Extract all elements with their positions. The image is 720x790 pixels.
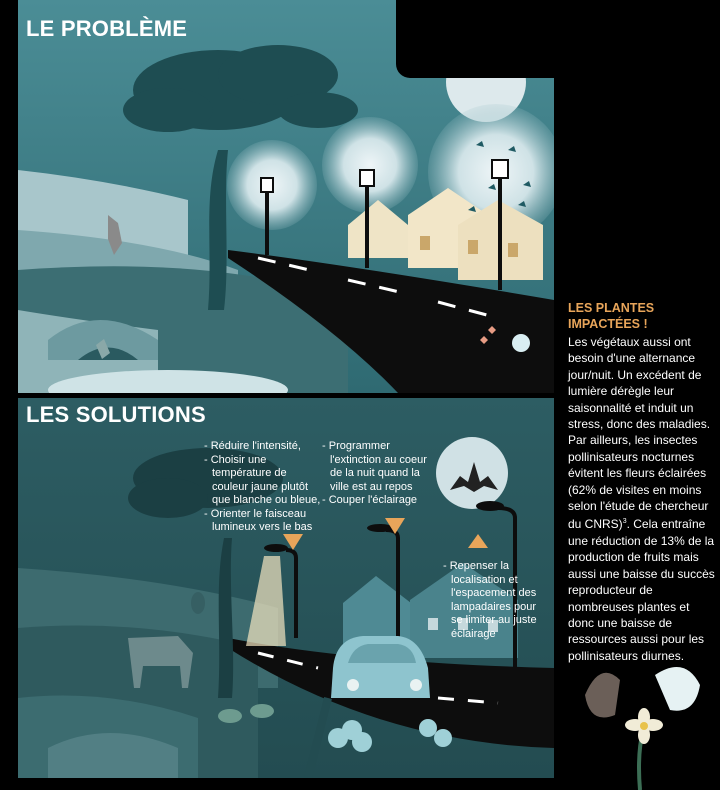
solutions-panel: [18, 398, 554, 778]
plants-sidebar: [568, 300, 718, 664]
solution-list-middle: [322, 440, 432, 508]
owl: [191, 592, 205, 614]
moth-icon: [585, 673, 620, 718]
light-halo: [322, 117, 418, 213]
solution-item: - Programmer l'extinction au coeur de la nuit quand la ville est au repos: [322, 440, 432, 494]
solution-item: - Couper l'éclairage: [322, 494, 432, 508]
plants-body: Les végétaux aussi ont besoin d'une alternance jour/nuit. Un excédent de lumière dérègle leur saisonnalité et induit un stress, donc des maladies. Par ailleurs, les insectes pollinisateurs nocturnes évitent les fleurs éclairées (62% de visites en moins selon l'étude de chercheur du CNRS)$^3$. Cela entraîne une réduction de 13% de la production de fruits mais aussi une baisse du succès reproducteur de nombreuses plantes et donc une baisse de ressources aussi pour les pollinisateurs diurnes.: [568, 335, 715, 663]
butterfly-flower-illustration: [575, 655, 715, 790]
solution-item: - Réduire l'intensité,: [204, 440, 324, 454]
car: [331, 636, 430, 698]
problem-heading: LE PROBLÈME: [26, 16, 188, 41]
footnote-marker: 3: [622, 518, 627, 526]
solution-item: - Orienter le faisceau lumineux vers le bas: [204, 508, 324, 535]
solution-item: - Repenser la localisation et l'espacement des lampadaires pour se limiter au juste éclairage: [443, 560, 548, 641]
butterfly-icon: [655, 667, 700, 711]
frog: [218, 709, 242, 723]
animal: [512, 334, 530, 352]
problem-panel: [18, 0, 554, 393]
solutions-heading: LES SOLUTIONS: [26, 402, 206, 427]
solution-list-left: [204, 440, 324, 535]
solution-list-right: [443, 560, 548, 641]
solution-item: - Choisir une température de couleur jaune plutôt que blanche ou bleue,: [204, 454, 324, 508]
plants-title: LES PLANTES IMPACTÉES !: [568, 301, 655, 331]
frog: [250, 704, 274, 718]
